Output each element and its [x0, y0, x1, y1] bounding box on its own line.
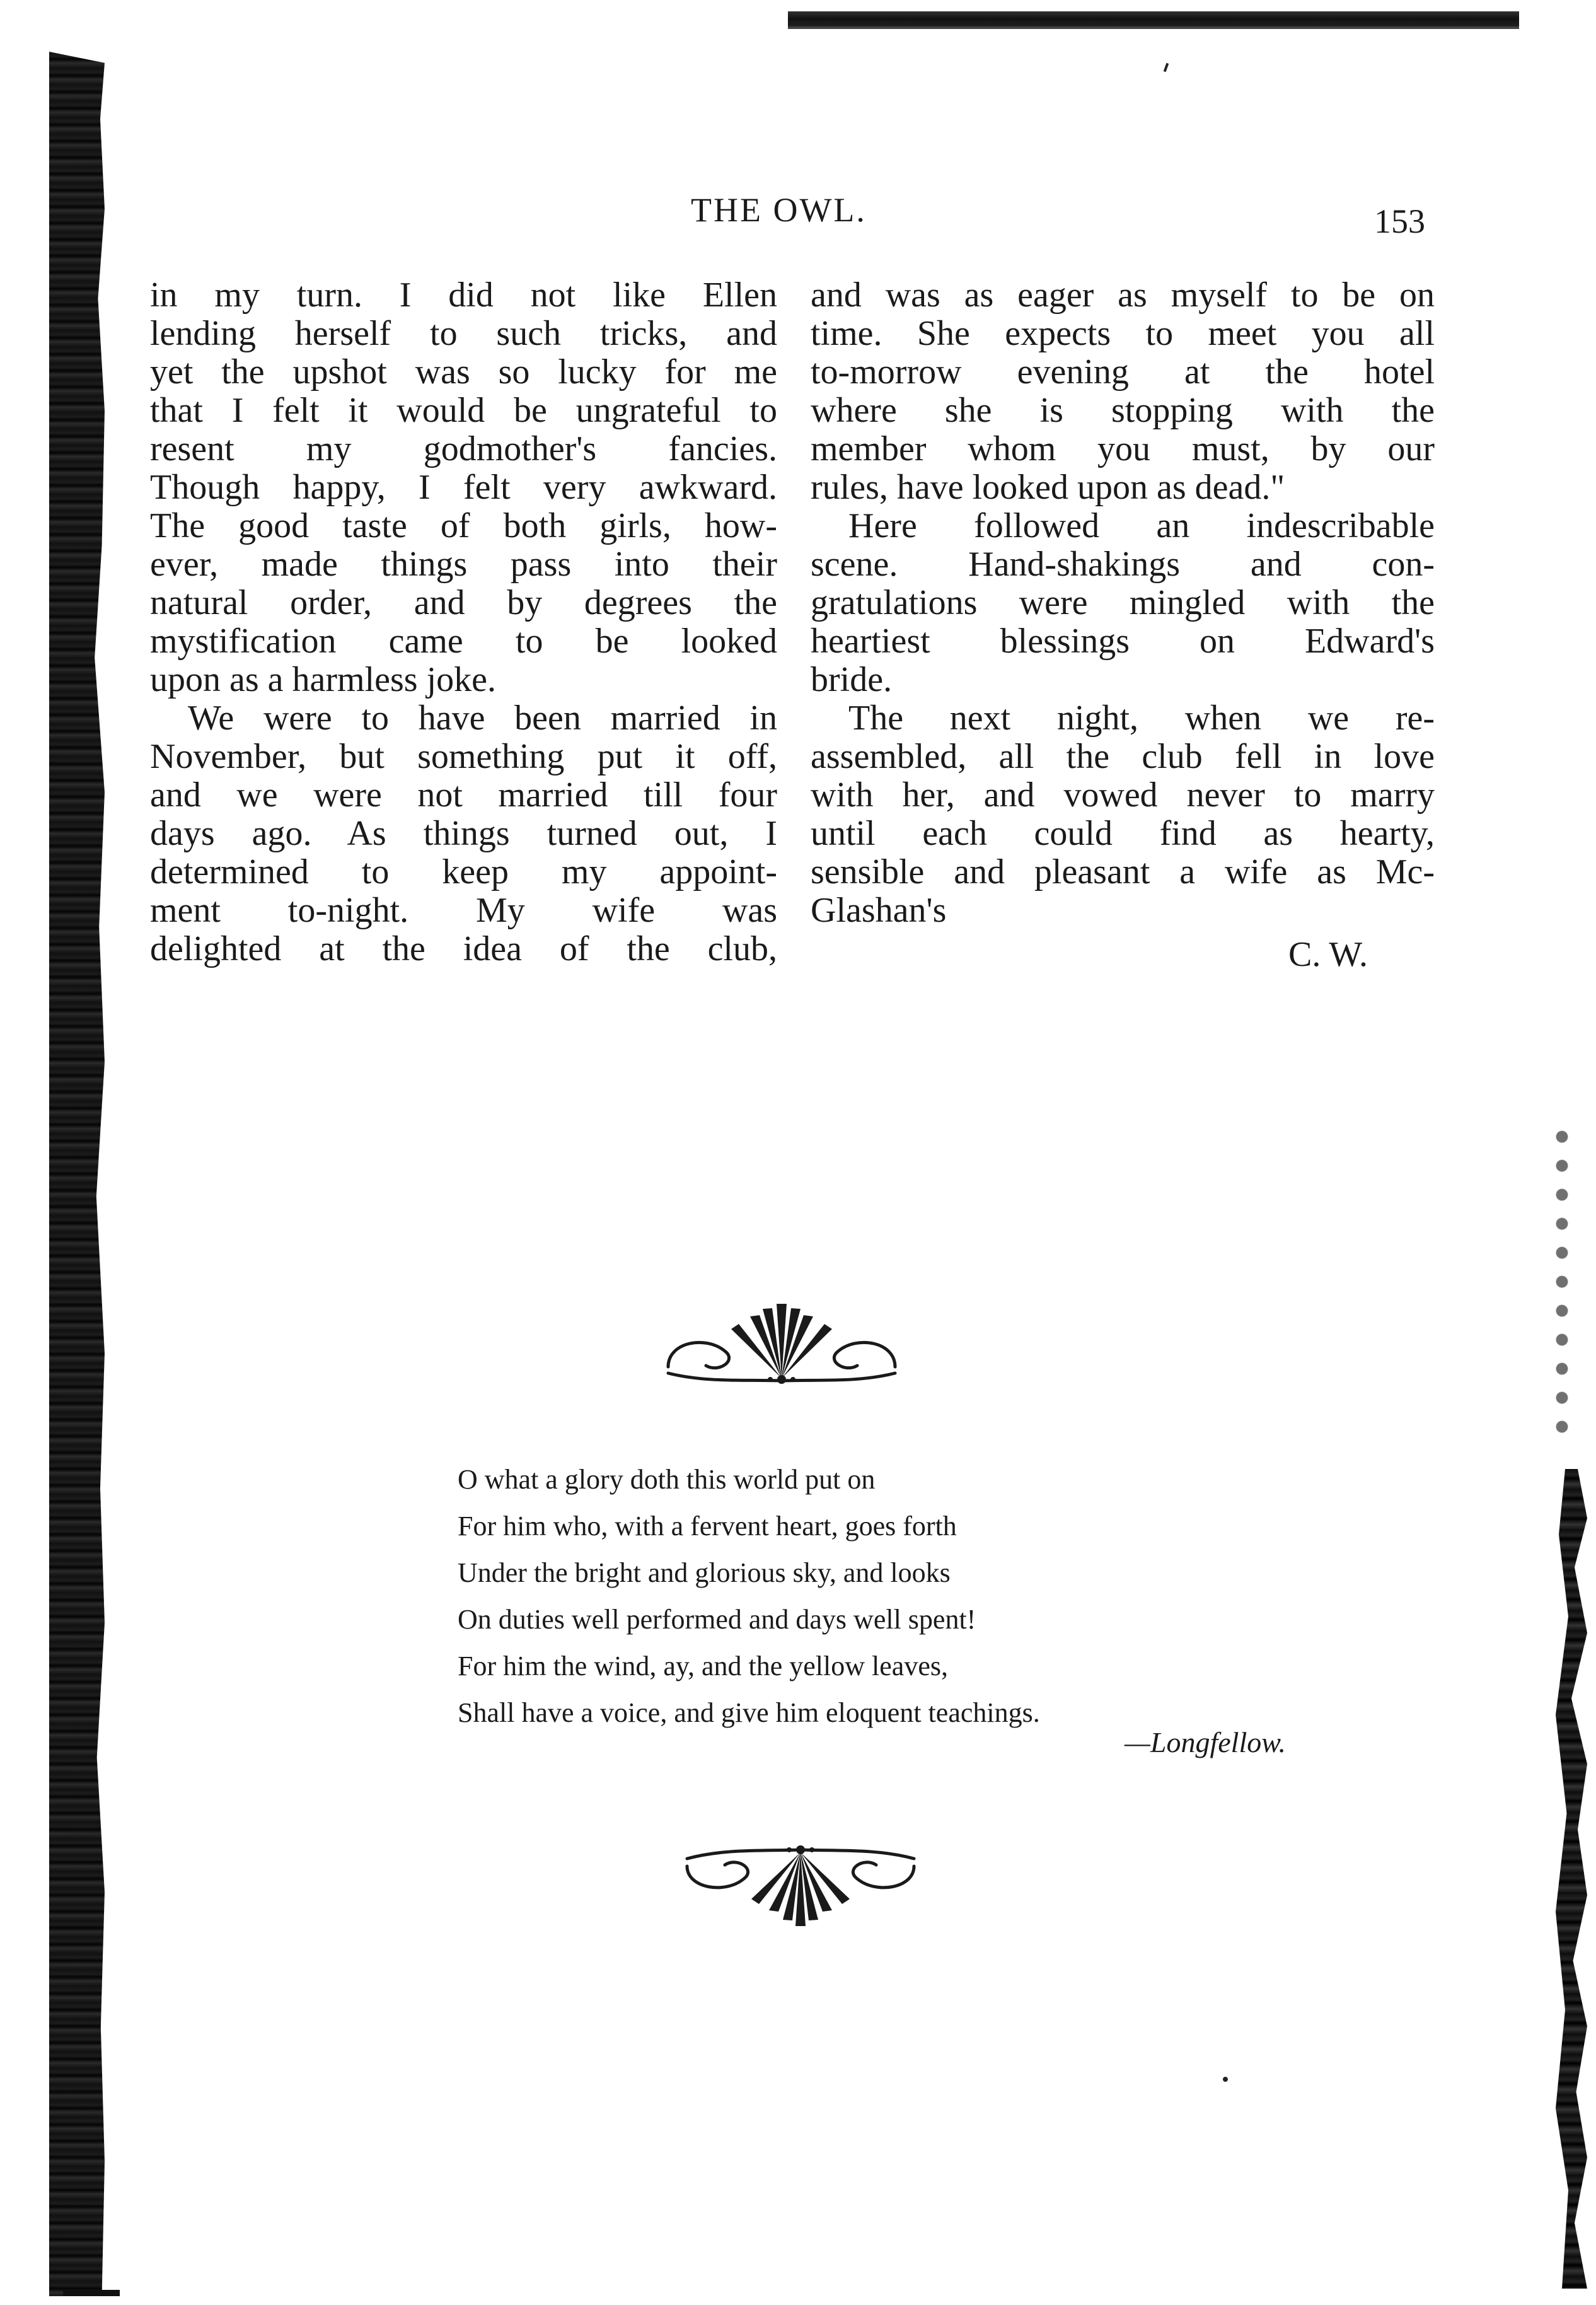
text-line: until each could find as hearty,	[811, 814, 1435, 853]
text-line: Though happy, I felt very awkward.	[150, 468, 777, 507]
right-edge-specks	[1556, 1122, 1568, 1437]
text-line: days ago. As things turned out, I	[150, 814, 777, 853]
text-line: Glashan's	[811, 891, 947, 930]
text-line: that I felt it would be ungrateful to	[150, 391, 777, 430]
text-line: bride.	[811, 660, 893, 699]
poem-line: For him who, with a fervent heart, goes forth	[458, 1511, 957, 1542]
text-line: ment to-night. My wife was	[150, 891, 777, 930]
text-line: lending herself to such tricks, and	[150, 314, 777, 353]
text-line: with her, and vowed never to marry	[811, 775, 1435, 815]
text-line: Here followed an indescribable	[848, 506, 1435, 545]
story-left-column	[150, 276, 777, 968]
poem-attribution: —Longfellow.	[1125, 1726, 1287, 1758]
top-scan-border-line	[788, 26, 1519, 29]
text-line: upon as a harmless joke.	[150, 660, 496, 699]
text-line: The next night, when we re-	[848, 699, 1435, 738]
text-line: in my turn. I did not like Ellen	[150, 276, 777, 315]
text-line: sensible and pleasant a wife as Mc-	[811, 852, 1435, 891]
text-line: rules, have looked upon as dead."	[811, 468, 1285, 507]
scan-speck	[1223, 2077, 1228, 2082]
poem-line: Under the bright and glorious sky, and looks	[458, 1557, 951, 1588]
running-title: THE OWL.	[691, 191, 867, 229]
text-line: to-morrow evening at the hotel	[811, 352, 1435, 392]
text-line: assembled, all the club fell in love	[811, 737, 1435, 776]
text-line: mystification came to be looked	[150, 622, 777, 661]
text-line: and was as eager as myself to be on	[811, 276, 1435, 315]
poem-line: For him the wind, ay, and the yellow leaves,	[458, 1651, 948, 1681]
text-line: where she is stopping with the	[811, 391, 1435, 430]
top-scan-border	[788, 11, 1519, 28]
fan-scroll-ornament-bottom	[674, 1841, 927, 1936]
text-line: We were to have been married in	[188, 699, 777, 738]
binding-spine-shadow	[49, 52, 105, 2296]
text-line: delighted at the idea of the club,	[150, 929, 777, 968]
text-line: resent my godmother's fancies.	[150, 429, 777, 468]
poem-block	[458, 1456, 1040, 1736]
text-line: The good taste of both girls, how-	[150, 506, 777, 545]
text-line: member whom you must, by our	[811, 429, 1435, 468]
text-line: ever, made things pass into their	[150, 545, 777, 584]
page-number: 153	[1374, 202, 1425, 240]
text-line: gratulations were mingled with the	[811, 583, 1435, 622]
text-line: natural order, and by degrees the	[150, 583, 777, 622]
text-line: heartiest blessings on Edward's	[811, 622, 1435, 661]
poem-line: O what a glory doth this world put on	[458, 1464, 876, 1495]
scan-speck	[1164, 63, 1169, 73]
text-line: time. She expects to meet you all	[811, 314, 1435, 353]
story-right-column	[811, 276, 1435, 930]
poem-line: On duties well performed and days well spent!	[458, 1604, 976, 1635]
poem-line: Shall have a voice, and give him eloquent teachings.	[458, 1697, 1040, 1728]
right-edge-shadow	[1556, 1469, 1587, 2289]
text-line: yet the upshot was so lucky for me	[150, 352, 777, 392]
text-line: determined to keep my appoint-	[150, 852, 777, 891]
fan-scroll-ornament-top	[656, 1291, 908, 1392]
binding-spine-foot	[63, 2290, 120, 2296]
text-line: November, but something put it off,	[150, 737, 777, 776]
text-line: scene. Hand-shakings and con-	[811, 545, 1435, 584]
author-signature: C. W.	[1288, 935, 1368, 974]
text-line: and we were not married till four	[150, 775, 777, 815]
